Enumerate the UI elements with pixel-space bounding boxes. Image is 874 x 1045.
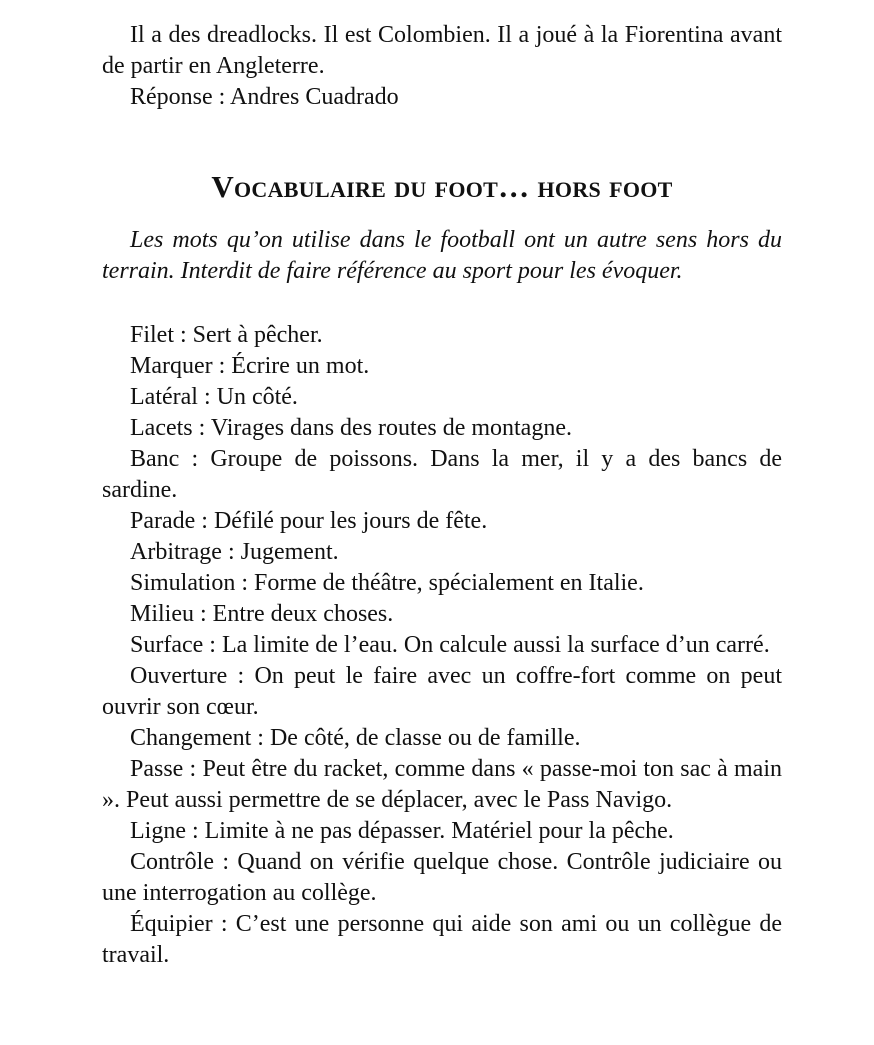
vocabulary-entry: Ligne : Limite à ne pas dépasser. Matériel pour la pêche.: [130, 818, 674, 844]
vocabulary-entry: Ouverture : On peut le faire avec un coffre-fort comme on peut ouvrir son cœur.: [102, 663, 782, 720]
vocabulary-entry: Contrôle : Quand on vérifie quelque chose. Contrôle judiciaire ou une interrogation au collège.: [102, 849, 782, 906]
vocabulary-entry: Simulation : Forme de théâtre, spécialement en Italie.: [130, 570, 644, 596]
answer-line: Réponse : Andres Cuadrado: [130, 84, 399, 110]
vocabulary-entry: Équipier : C’est une personne qui aide son ami ou un collègue de travail.: [102, 911, 782, 968]
vocabulary-entry: Milieu : Entre deux choses.: [130, 601, 394, 627]
vocabulary-entry: Filet : Sert à pêcher.: [130, 322, 323, 348]
vocabulary-entry: Parade : Défilé pour les jours de fête.: [130, 508, 488, 534]
vocabulary-entry: Changement : De côté, de classe ou de famille.: [130, 725, 581, 751]
spacer: [102, 113, 782, 167]
spacer: [102, 287, 782, 320]
vocabulary-entry: Banc : Groupe de poissons. Dans la mer, il y a des bancs de sardine.: [102, 446, 782, 503]
vocabulary-entry: Latéral : Un côté.: [130, 384, 298, 410]
document-page: [102, 20, 782, 971]
vocabulary-entry: Lacets : Virages dans des routes de montagne.: [130, 415, 572, 441]
section-title: Vocabulaire du foot… hors foot: [211, 169, 673, 204]
section-intro: Les mots qu’on utilise dans le football ont un autre sens hors du terrain. Interdit de faire référence au sport pour les évoquer.: [102, 227, 782, 284]
vocabulary-entry: Marquer : Écrire un mot.: [130, 353, 370, 379]
vocabulary-entry: Arbitrage : Jugement.: [130, 539, 339, 565]
clue-paragraph: Il a des dreadlocks. Il est Colombien. Il a joué à la Fiorentina avant de partir en Angleterre.: [102, 22, 782, 79]
spacer: [102, 207, 782, 225]
vocabulary-entry: Passe : Peut être du racket, comme dans « passe-moi ton sac à main ». Peut aussi permettre de se déplacer, avec le Pass Navigo.: [102, 756, 782, 813]
vocabulary-list: [102, 320, 782, 971]
vocabulary-entry: Surface : La limite de l’eau. On calcule aussi la surface d’un carré.: [130, 632, 770, 658]
